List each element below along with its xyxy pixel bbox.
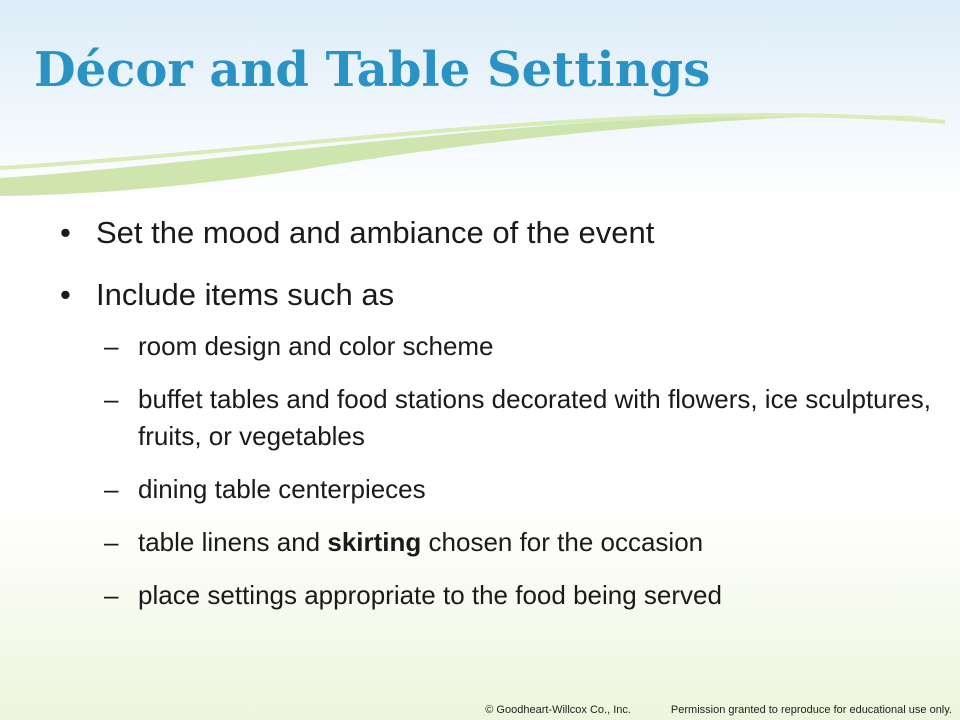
- sub-bullet-item: [60, 328, 950, 365]
- bullet-marker: •: [60, 215, 71, 250]
- sub-bullet-item: [60, 577, 950, 614]
- slide-title: Décor and Table Settings: [34, 42, 711, 98]
- sub-bullet-marker: –: [104, 384, 119, 414]
- sub-bullet-item: [60, 381, 950, 455]
- copyright-text: © Goodheart-Willcox Co., Inc.: [485, 704, 631, 716]
- bullet-text: Include items such as: [96, 277, 395, 312]
- sub-bullet-text: dining table centerpieces: [138, 474, 426, 504]
- sub-bullet-marker: –: [104, 474, 119, 504]
- bullet-list: [60, 214, 950, 630]
- sub-bullet-item: [60, 471, 950, 508]
- emphasis-term: skirting: [327, 527, 422, 557]
- footer: [485, 704, 952, 716]
- sub-bullet-marker: –: [104, 580, 119, 610]
- sub-bullet-text-pre: table linens and: [138, 527, 328, 557]
- sub-bullet-marker: –: [104, 527, 119, 557]
- bullet-marker: •: [60, 277, 71, 312]
- sub-bullet-text-post: chosen for the occasion: [421, 527, 704, 557]
- sub-bullet-text: buffet tables and food stations decorated with flowers, ice sculptures, fruits, or vegetables: [138, 384, 931, 451]
- bullet-item: [60, 214, 950, 252]
- permission-text: Permission granted to reproduce for educational use only.: [670, 704, 952, 716]
- bullet-item: [60, 276, 950, 314]
- sub-bullet-text: [138, 524, 950, 561]
- bullet-text: Set the mood and ambiance of the event: [96, 215, 655, 250]
- sub-bullet-marker: –: [104, 331, 119, 361]
- sub-bullet-text: place settings appropriate to the food being served: [138, 580, 722, 610]
- sub-bullet-item: [60, 524, 950, 561]
- sub-bullet-text: room design and color scheme: [138, 331, 494, 361]
